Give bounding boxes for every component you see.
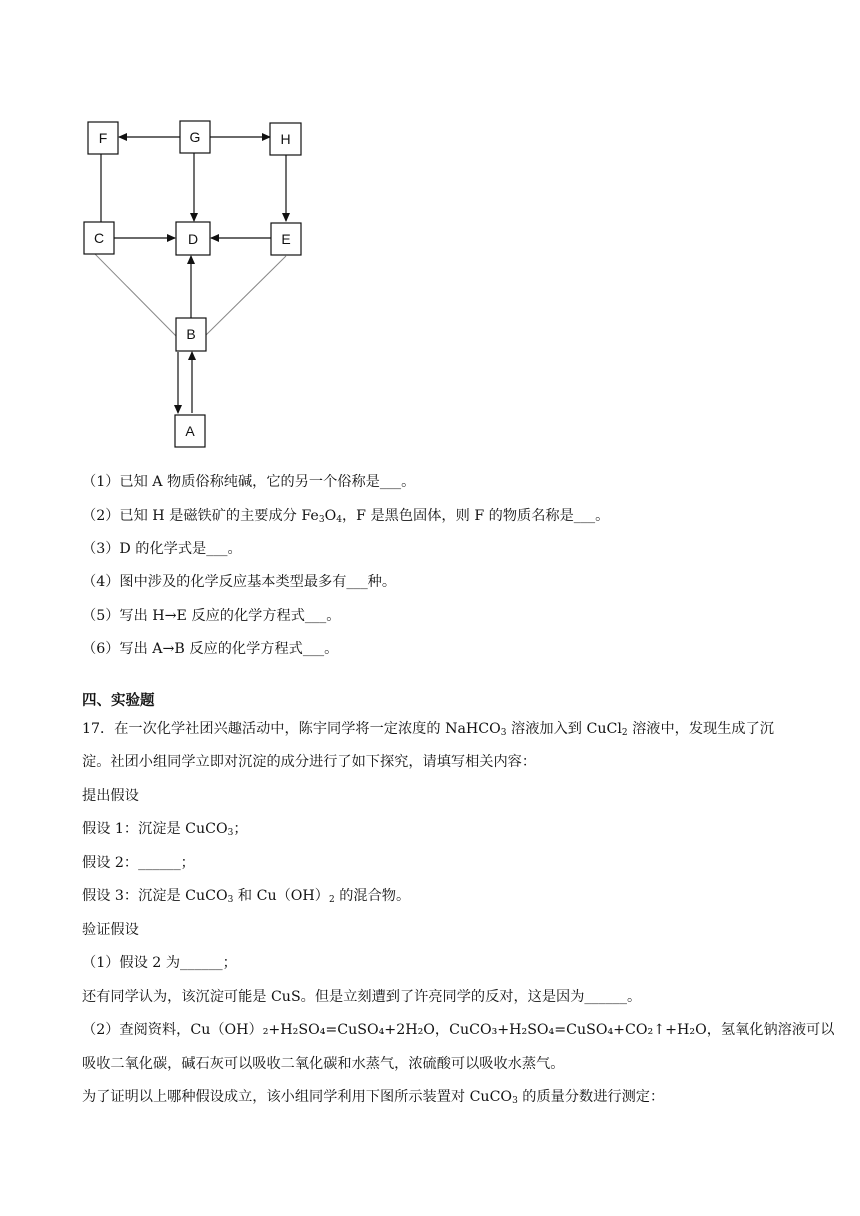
section-title: 四、实验题 [82,693,155,709]
node-C [84,222,114,254]
question-6: （6）写出 A→B 反应的化学方程式___。 [82,641,339,657]
node-E [271,223,301,255]
question-2: （2）已知 H 是磁铁矿的主要成分 $Fe_3O_4$，F 是黑色固体，则 F 的物质名称是___。 [82,508,610,525]
svg-text:A: A [185,423,195,439]
svg-text:E: E [281,231,291,247]
node-D [176,222,210,255]
question-1: （1）已知 A 物质俗称纯碱，它的另一个俗称是___。 [82,474,416,490]
hypothesis-1: 假设 1：沉淀是 CuCO$_3$； [82,821,248,838]
question-4: （4）图中涉及的化学反应基本类型最多有___种。 [82,574,397,590]
svg-text:D: D [187,231,199,247]
svg-text:F: F [98,130,108,146]
line-E-B [204,256,286,337]
heading-verify: 验证假设 [82,922,139,938]
heading-hypothesis: 提出假设 [82,788,139,804]
svg-text:B: B [186,326,196,342]
verify-question-1: （1）假设 2 为______； [82,955,237,971]
verify-question-1-followup: 还有同学认为，该沉淀可能是 CuS。但是立刻遭到了许亮同学的反对，这是因为______。 [82,989,642,1005]
verify-question-2-line1: （2）查阅资料，Cu（OH）₂+H₂SO₄=CuSO₄+2H₂O，CuCO₃+H₂SO₄=CuSO₄+CO₂↑+H₂O，氢氧化钠溶液可以 [82,1022,835,1038]
verify-question-2-line2: 吸收二氧化碳，碱石灰可以吸收二氧化碳和水蒸气，浓硫酸可以吸收水蒸气。 [82,1056,565,1072]
node-B [176,318,206,351]
hypothesis-2: 假设 2：______； [82,855,195,871]
problem17-line1: 17．在一次化学社团兴趣活动中，陈宇同学将一定浓度的 NaHCO$_3$ 溶液加入到 CuCl$_2$ 溶液中，发现生成了沉 [82,721,774,738]
svg-text:G: G [189,129,201,145]
question-5: （5）写出 H→E 反应的化学方程式___。 [82,608,341,624]
svg-text:C: C [93,230,105,246]
node-F [88,122,118,154]
hypothesis-3: 假设 3：沉淀是 CuCO$_3$ 和 $Cu(OH)_2$ 的混合物。 [82,888,411,905]
line-C-B [94,253,177,337]
measurement-intro: 为了证明以上哪种假设成立，该小组同学利用下图所示装置对 CuCO$_3$ 的质量分数进行测定： [82,1089,665,1106]
reaction-network-diagram [0,0,860,460]
node-G [180,121,210,153]
node-A [175,415,205,447]
question-3: （3）D 的化学式是___。 [82,541,242,557]
node-H [270,123,301,155]
problem17-line2: 淀。社团小组同学立即对沉淀的成分进行了如下探究，请填写相关内容： [82,754,537,770]
svg-text:H: H [280,131,291,147]
